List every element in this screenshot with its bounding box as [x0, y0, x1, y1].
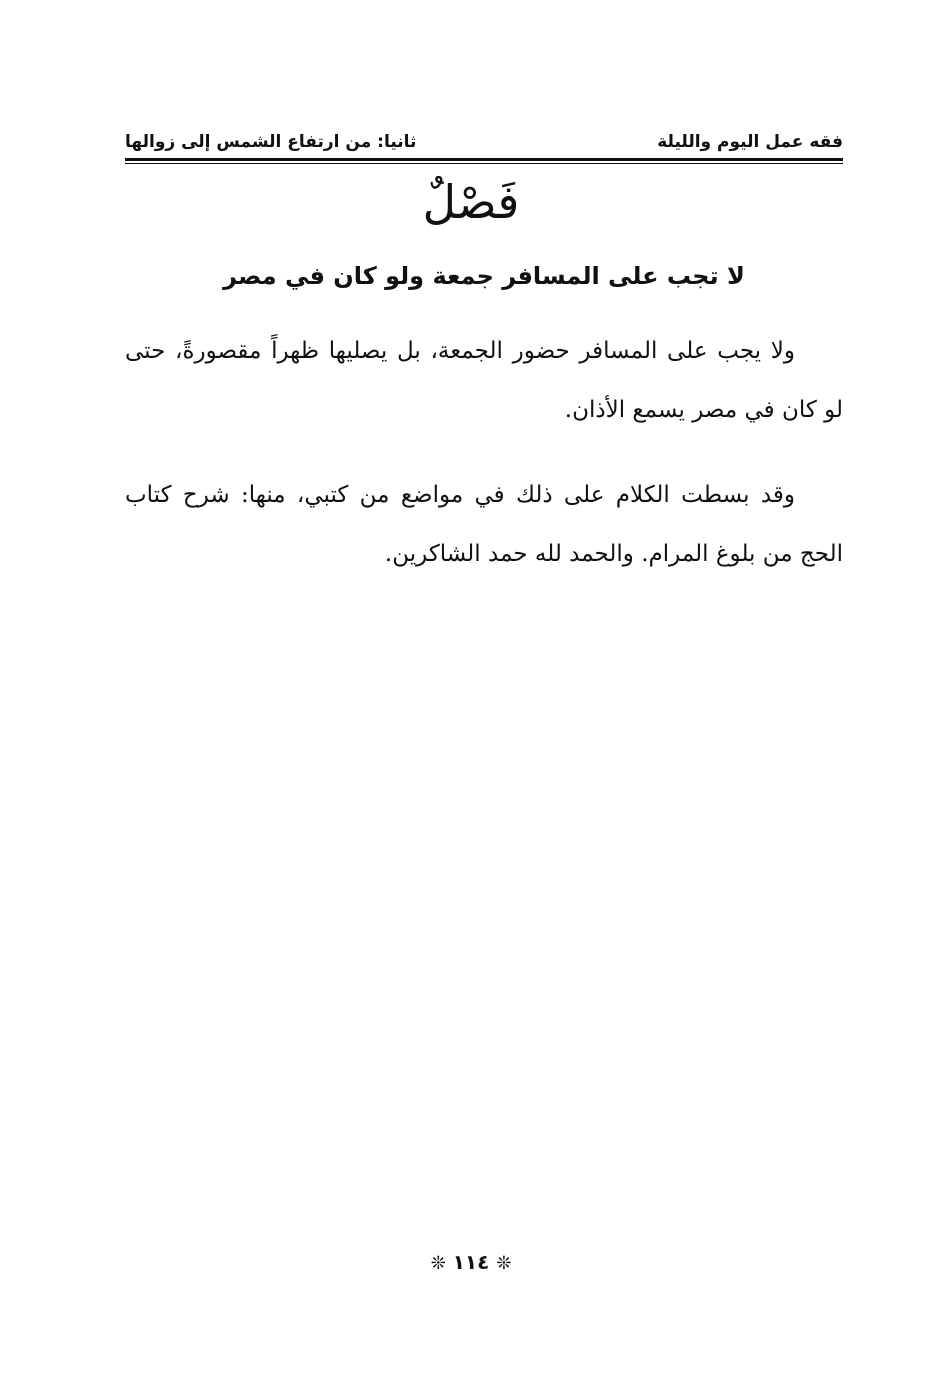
header-book-title: فقه عمل اليوم والليلة — [657, 132, 843, 152]
section-ornament-title: فَصْلٌ — [422, 175, 520, 229]
section-heading: لا تجب على المسافر جمعة ولو كان في مصر — [223, 262, 745, 290]
body-paragraph-2: وقد بسطت الكلام على ذلك في مواضع من كتبي، منها: شرح كتاب الحج من بلوغ المرام. والحمد لله حمد الشاكرين. — [125, 482, 843, 567]
header-rule-thin — [125, 163, 843, 164]
body-paragraph-1: ولا يجب على المسافر حضور الجمعة، بل يصليها ظهراً مقصورةً، حتى لو كان في مصر يسمع الأذان. — [125, 338, 843, 423]
running-header — [125, 128, 843, 158]
header-rule-thick — [125, 158, 843, 161]
header-chapter-title: ثانيا: من ارتفاع الشمس إلى زوالها — [125, 132, 417, 152]
page-number: ١١٤ — [452, 1250, 490, 1274]
page-number-ornament-right: ❊ — [496, 1253, 512, 1274]
page-number-ornament-left: ❊ — [430, 1253, 446, 1274]
page-number-block — [0, 1250, 942, 1274]
